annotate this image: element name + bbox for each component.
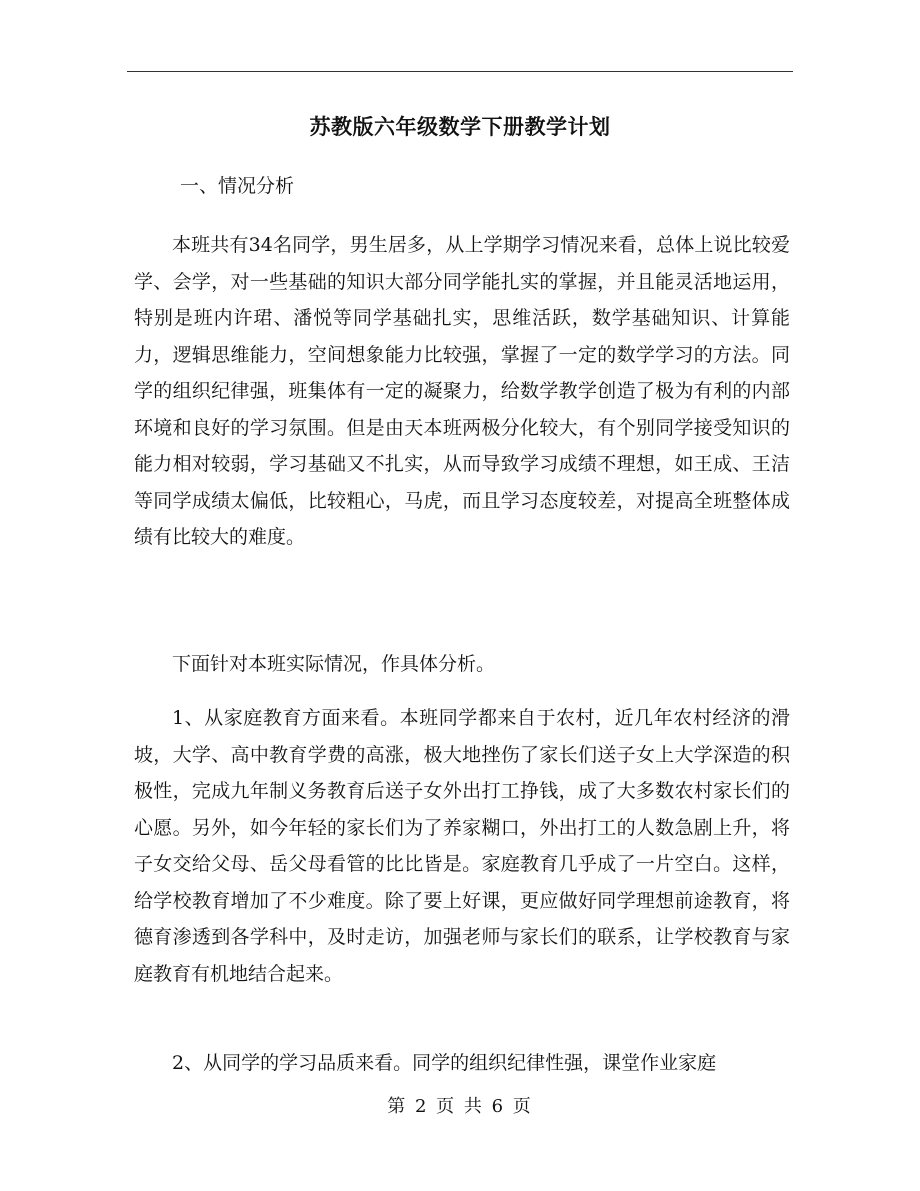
page-number: 第 2 页 共 6 页 <box>387 1096 533 1117</box>
document-title: 苏教版六年级数学下册教学计划 <box>309 115 611 139</box>
paragraph-class-overview: 本班共有34名同学，男生居多，从上学期学习情况来看，总体上说比较爱学、会学，对一些基础的知识大部分同学能扎实的掌握，并且能灵活地运用，特别是班内许珺、潘悦等同学基础扎实，思维活跃，数学基础知识、计算能力，逻辑思维能力，空间想象能力比较强，掌握了一定的数学学习的方法。同学的组织纪律强，班集体有一定的凝聚力，给数学教学创造了极为有利的内部环境和良好的学习氛围。但是由天本班两极分化较大，有个别同学接受知识的能力相对较弱，学习基础又不扎实，从而导致学习成绩不理想，如王成、王洁等同学成绩太偏低，比较粗心，马虎，而且学习态度较差，对提高全班整体成绩有比较大的难度。 <box>134 234 790 548</box>
paragraph-intro-analysis: 下面针对本班实际情况，作具体分析。 <box>172 653 496 675</box>
header-rule <box>127 71 793 72</box>
section-heading: 一、情况分析 <box>180 175 295 197</box>
paragraph-learning-quality: 2、从同学的学习品质来看。同学的组织纪律性强，课堂作业家庭 <box>172 1052 717 1074</box>
paragraph-family-education: 1、从家庭教育方面来看。本班同学都来自于农村，近几年农村经济的滑坡，大学、高中教育学费的高涨，极大地挫伤了家长们送子女上大学深造的积极性，完成九年制义务教育后送子女外出打工挣钱，成了大多数农村家长们的心愿。另外，如今年轻的家长们为了养家糊口，外出打工的人数急剧上升，将子女交给父母、岳父母看管的比比皆是。家庭教育几乎成了一片空白。这样，给学校教育增加了不少难度。除了要上好课，更应做好同学理想前途教育，将德育渗透到各学科中，及时走访，加强老师与家长们的联系，让学校教育与家庭教育有机地结合起来。 <box>134 707 790 985</box>
